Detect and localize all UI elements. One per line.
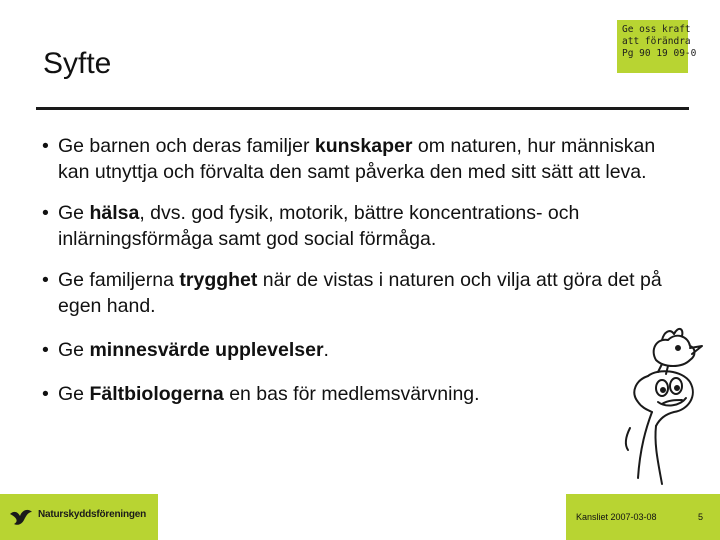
bullet-text: Ge barnen och deras familjer: [58, 135, 315, 157]
bullet-item: [42, 337, 692, 363]
bullet-text: när de vistas i naturen och vilja att göra det på egen hand.: [58, 269, 662, 317]
bird-mascot-illustration: [618, 318, 708, 488]
footer-organization-bar: [0, 494, 158, 540]
bullet-text: Ge: [58, 383, 90, 405]
bullet-text: Ge familjerna: [58, 269, 180, 291]
footer-date-bar: [566, 494, 688, 540]
organization-bird-icon: [8, 504, 34, 530]
bullet-text: en bas för medlemsvärvning.: [223, 383, 480, 405]
bullet-text: Ge: [58, 202, 90, 224]
title-divider: [36, 107, 689, 110]
slide-title: Syfte: [43, 47, 112, 80]
logo-line-2: att förändra: [622, 36, 691, 47]
bullet-text: .: [323, 339, 329, 361]
bullet-keyword: minnesvärde upplevelser: [89, 339, 324, 361]
page-number: 5: [698, 512, 704, 522]
logo-line-3: Pg 90 19 09-0: [622, 48, 697, 59]
bullet-item: [42, 133, 692, 185]
bullet-keyword: hälsa: [89, 202, 140, 224]
bullet-item: [42, 381, 692, 407]
campaign-logo: [617, 20, 697, 73]
bullet-keyword: trygghet: [179, 269, 258, 291]
bullet-item: [42, 200, 692, 252]
bullet-text: , dvs. god fysik, motorik, bättre koncentrations- och inlärningsförmåga samt god social förmåga.: [58, 202, 580, 250]
footer-page-bar: [688, 494, 720, 540]
footer-date: Kansliet 2007-03-08: [576, 512, 657, 522]
bullet-text: Ge: [58, 339, 90, 361]
bullet-text: om naturen, hur människan kan utnyttja och förvalta den samt påverka den med sitt sätt att leva.: [58, 135, 656, 183]
bullet-list: [42, 133, 692, 407]
bullet-item: [42, 267, 692, 319]
bullet-keyword: kunskaper: [314, 135, 413, 157]
logo-line-1: Ge oss kraft: [622, 24, 691, 35]
bullet-keyword: Fältbiologerna: [89, 383, 224, 405]
organization-name: Naturskyddsföreningen: [38, 509, 147, 520]
